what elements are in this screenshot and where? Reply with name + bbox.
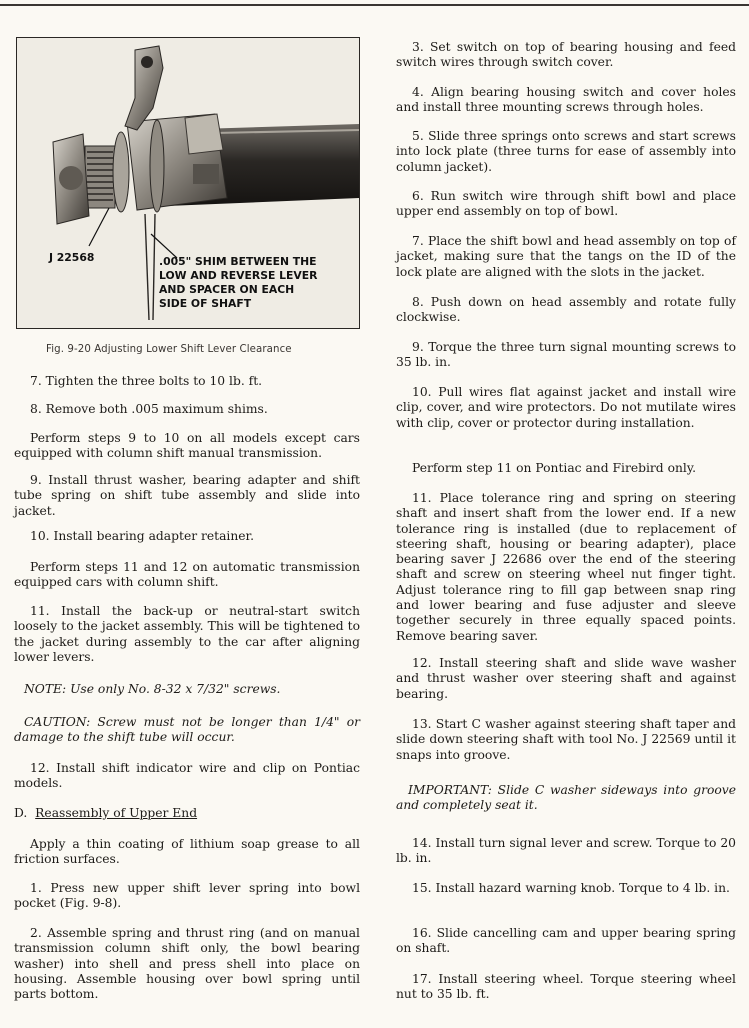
paragraph: 14. Install turn signal lever and screw. Torque to 20 lb. in. [396, 836, 736, 866]
paragraph: 8. Push down on head assembly and rotate fully clockwise. [396, 295, 736, 325]
paragraph: Perform step 11 on Pontiac and Firebird only. [412, 461, 697, 475]
paragraph: 3. Set switch on top of bearing housing and feed switch wires through switch cover. [396, 40, 736, 70]
paragraph: 17. Install steering wheel. Torque steering wheel nut to 35 lb. ft. [396, 972, 736, 1002]
paragraph: 8. Remove both .005 maximum shims. [30, 402, 268, 416]
paragraph: 7. Tighten the three bolts to 10 lb. ft. [30, 374, 263, 388]
shim-label-line: SIDE OF SHAFT [159, 297, 252, 310]
section-heading: D. Reassembly of Upper End [14, 806, 198, 820]
paragraph: Apply a thin coating of lithium soap grease to all friction surfaces. [14, 837, 360, 867]
top-rule [0, 4, 749, 6]
note: NOTE: Use only No. 8-32 x 7/32" screws. [24, 682, 281, 696]
paragraph: 2. Assemble spring and thrust ring (and on manual transmission column shift only, the bowl bearing washer) into shell and press shell into place on housing. Assemble housing over bowl spring until parts bottom. [14, 926, 360, 1002]
paragraph: 7. Place the shift bowl and head assembly on top of jacket, making sure that the tangs on the ID of the lock plate are aligned with the slots in the jacket. [396, 234, 736, 279]
important-note: IMPORTANT: Slide C washer sideways into groove and completely seat it. [396, 783, 736, 813]
paragraph: 12. Install shift indicator wire and clip on Pontiac models. [14, 761, 360, 791]
paragraph: 11. Place tolerance ring and spring on steering shaft and insert shaft from the lower end. If a new tolerance ring is installed (due to replacement of steering shaft, housing or bearing adapter), place bearing saver J 22686 over the end of the steering shaft and screw on steering wheel nut finger tight. Adjust tolerance ring to fill gap between snap ring and lower bearing and fuse adjuster and sleeve together securely in three equally spaced points. Remove bearing saver. [396, 491, 736, 643]
paragraph: 9. Install thrust washer, bearing adapter and shift tube spring on shift tube assembly and slide into jacket. [14, 473, 360, 518]
paragraph: Perform steps 9 to 10 on all models except cars equipped with column shift manual transmission. [14, 431, 360, 461]
caution: CAUTION: Screw must not be longer than 1/4" or damage to the shift tube will occur. [14, 715, 360, 745]
paragraph: 11. Install the back-up or neutral-start switch loosely to the jacket assembly. This will be tightened to the jacket during assembly to the car after aligning lower levers. [14, 604, 360, 664]
shim-label-line: AND SPACER ON EACH [159, 283, 295, 296]
paragraph: 1. Press new upper shift lever spring into bowl pocket (Fig. 9-8). [14, 881, 360, 911]
paragraph: 4. Align bearing housing switch and cover holes and install three mounting screws through holes. [396, 85, 736, 115]
paragraph: 10. Pull wires flat against jacket and install wire clip, cover, and wire protectors. Do not mutilate wires with clip, cover or protector during installation. [396, 385, 736, 430]
tool-label: J 22568 [49, 251, 95, 264]
paragraph: 15. Install hazard warning knob. Torque to 4 lb. in. [412, 881, 730, 895]
figure-photo [16, 37, 360, 329]
paragraph: 16. Slide cancelling cam and upper bearing spring on shaft. [396, 926, 736, 956]
shim-label-line: .005" SHIM BETWEEN THE [159, 255, 317, 268]
paragraph: 12. Install steering shaft and slide wave washer and thrust washer over steering shaft and against bearing. [396, 656, 736, 701]
paragraph: 10. Install bearing adapter retainer. [30, 529, 254, 543]
shim-label [159, 255, 317, 311]
paragraph: 13. Start C washer against steering shaft taper and slide down steering shaft with tool No. J 22569 until it snaps into groove. [396, 717, 736, 762]
paragraph: Perform steps 11 and 12 on automatic transmission equipped cars with column shift. [14, 560, 360, 590]
paragraph: 9. Torque the three turn signal mounting screws to 35 lb. in. [396, 340, 736, 370]
figure-caption: Fig. 9-20 Adjusting Lower Shift Lever Clearance [46, 344, 292, 355]
paragraph: 6. Run switch wire through shift bowl and place upper end assembly on top of bowl. [396, 189, 736, 219]
paragraph: 5. Slide three springs onto screws and start screws into lock plate (three turns for ease of assembly into column jacket). [396, 129, 736, 174]
shim-label-line: LOW AND REVERSE LEVER [159, 269, 318, 282]
